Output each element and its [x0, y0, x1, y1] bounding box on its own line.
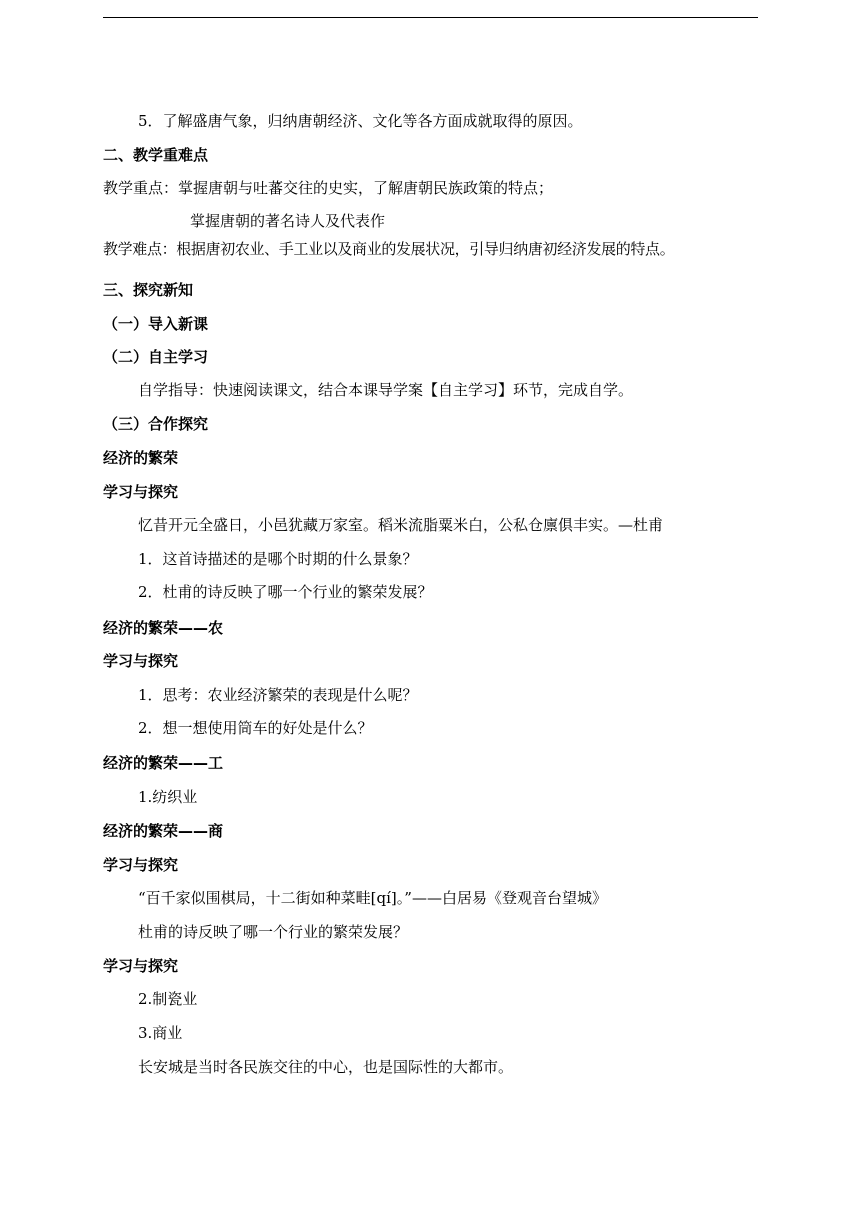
study-heading: 学习与探究	[103, 957, 179, 975]
topic-heading-industry: 经济的繁荣——工	[103, 754, 224, 772]
subsection-heading-self-study: （二）自主学习	[103, 348, 209, 366]
question-line: 1．思考：农业经济繁荣的表现是什么呢？	[138, 686, 418, 704]
study-heading: 学习与探究	[103, 483, 179, 501]
topic-heading-economy: 经济的繁荣	[103, 449, 179, 467]
key-point-line-1: 教学重点：掌握唐朝与吐蕃交往的史实，了解唐朝民族政策的特点；	[103, 179, 554, 197]
list-item: 1.纺织业	[138, 788, 198, 806]
list-item: 3.商业	[138, 1024, 183, 1042]
poem-bai-juyi: “百千家似围棋局，十二街如种菜畦[qí]。”——白居易《登观音台望城》	[138, 889, 607, 907]
question-line: 杜甫的诗反映了哪一个行业的繁荣发展？	[138, 923, 409, 941]
section-heading-key-points: 二、教学重难点	[103, 146, 209, 164]
topic-heading-agriculture: 经济的繁荣——农	[103, 619, 224, 637]
question-line: 1．这首诗描述的是哪个时期的什么景象？	[138, 550, 418, 568]
study-heading: 学习与探究	[103, 856, 179, 874]
objective-item-5: 5．了解盛唐气象，归纳唐朝经济、文化等各方面成就取得的原因。	[138, 112, 583, 130]
topic-heading-commerce: 经济的繁荣——商	[103, 822, 224, 840]
subsection-heading-intro: （一）导入新课	[103, 315, 209, 333]
question-line: 2．想一想使用筒车的好处是什么？	[138, 719, 373, 737]
key-point-line-2: 掌握唐朝的著名诗人及代表作	[190, 212, 386, 230]
self-study-guide: 自学指导：快速阅读课文，结合本课导学案【自主学习】环节，完成自学。	[138, 381, 634, 399]
list-item: 2.制瓷业	[138, 990, 198, 1008]
section-heading-explore: 三、探究新知	[103, 281, 194, 299]
paragraph-line: 长安城是当时各民族交往的中心，也是国际性的大都市。	[138, 1058, 514, 1076]
question-line: 2．杜甫的诗反映了哪一个行业的繁荣发展？	[138, 583, 433, 601]
study-heading: 学习与探究	[103, 652, 179, 670]
header-rule	[103, 17, 758, 18]
difficult-point-line: 教学难点：根据唐初农业、手工业以及商业的发展状况，引导归纳唐初经济发展的特点。	[103, 240, 675, 258]
subsection-heading-cooperation: （三）合作探究	[103, 415, 209, 433]
poem-du-fu: 忆昔开元全盛日，小邑犹藏万家室。稻米流脂粟米白，公私仓廪俱丰实。—杜甫	[138, 516, 664, 534]
